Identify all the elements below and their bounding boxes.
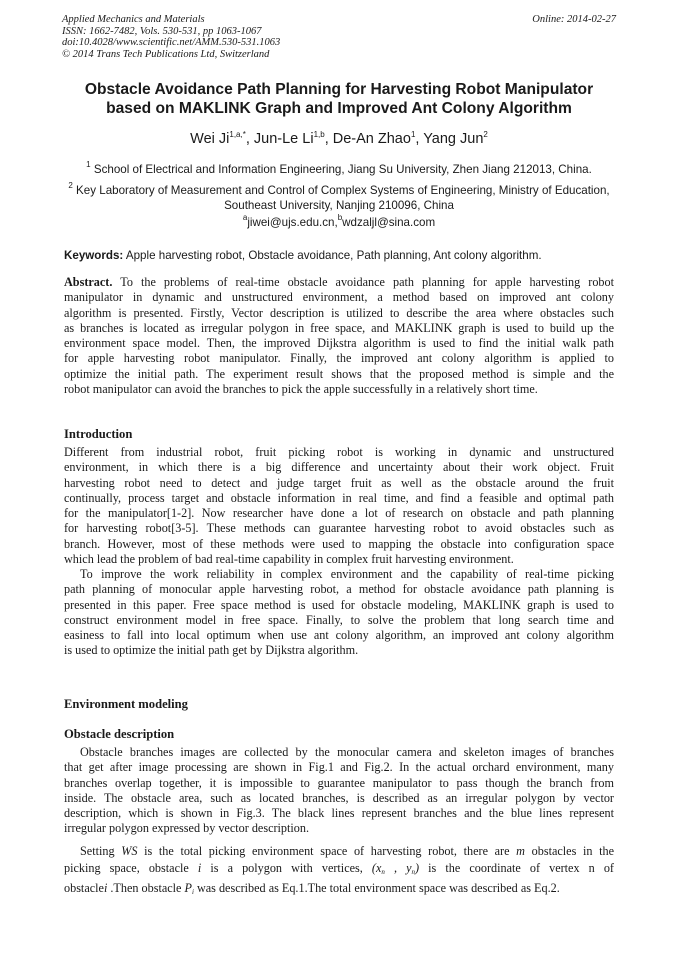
keywords-text: Apple harvesting robot, Obstacle avoidance, Path planning, Ant colony algorithm.	[125, 249, 542, 262]
intro-line: easiness to fall into local optimum when use ant colony algorithm, an improved ant colony algorithm	[64, 628, 614, 643]
abstract-line: robot manipulator can avoid the branches to pick the apple successfully in a relatively short time.	[64, 382, 538, 397]
email-line	[40, 213, 638, 229]
text-span: is the coordinate of vertex n of	[419, 860, 614, 875]
title-line-2: based on MAKLINK Graph and Improved Ant Colony Algorithm	[106, 100, 572, 117]
intro-line: path planning of monocular apple harvesting robot, a method for obstacle avoidance path planning is	[64, 582, 614, 597]
affiliation-2-text: Key Laboratory of Measurement and Control of Complex Systems of Engineering, Ministry of Education, Southeast University, Nanjing 210096, China	[76, 184, 610, 212]
text-span: obstacles in the	[524, 844, 614, 858]
i-symbol: i	[197, 860, 202, 875]
intro-line: is used to optimize the initial path get by Dijkstra algorithm.	[64, 643, 359, 658]
coord-y: , y	[384, 860, 412, 875]
abstract-line: as branches is located as irregular polygon in free space, and MAKLINK graph is used to build up the	[64, 320, 614, 335]
intro-paragraph-1	[64, 445, 614, 567]
intro-line: for the manipulator[1-2]. Now researcher have done a lot of research on obstacle and path planning	[64, 506, 614, 521]
affiliation-1-sup: 1	[86, 160, 91, 169]
affiliation-2	[64, 178, 614, 213]
coord-x: (x	[371, 860, 382, 875]
m-symbol: m	[516, 844, 525, 858]
abstract-line: environment space model. Then, the improved Dijkstra algorithm is used to find the initial walk path	[64, 336, 614, 351]
abstract-line: for apple harvesting robot manipulator. Finally, the improved ant colony algorithm is applied to	[64, 351, 614, 366]
intro-line: construct environment model in free space. Finally, to solve the problem that long search time and	[64, 612, 614, 627]
author-3: De-An Zhao	[332, 131, 411, 147]
author-3-sup: 1	[410, 130, 416, 139]
vertex-coordinate	[372, 861, 419, 875]
author-list: Wei $Ji^{1,a,*}$, Jun-Le Li$^{1,b}$, De-An Zhao$^1$, Yang Jun$^2$	[190, 130, 488, 147]
keywords	[64, 249, 624, 262]
intro-line: Different from industrial robot, fruit picking robot is working in dynamic and unstructured	[64, 445, 614, 459]
intro-line: branch. However, most of these methods were used to mapping the obstacle into configuration space	[64, 536, 614, 551]
coord-close: )	[415, 860, 420, 875]
intro-line: which lead the problem of bad real-time capability in complex fruit harvesting environment.	[64, 552, 514, 567]
obstacle-p2-line-1	[64, 843, 614, 860]
affiliation-1	[64, 157, 614, 177]
journal-name: Applied Mechanics and Materials	[62, 14, 205, 25]
abstract-line: manipulator in dynamic and unstructured environment, a method based on improved ant colony	[64, 290, 614, 305]
intro-line: To improve the work reliability in complex environment and the capability of real-time picking	[80, 567, 614, 581]
introduction-heading: Introduction	[64, 427, 133, 441]
obstacle-paragraph-1	[64, 745, 614, 837]
obstacle-line: Obstacle branches images are collected by the monocular camera and skeleton images of branches	[80, 745, 614, 759]
abstract-line	[64, 275, 614, 290]
intro-paragraph-2	[64, 567, 614, 659]
abstract-line: optimize the initial path. The experiment result shows that the proposed method is simple and the	[64, 366, 614, 381]
intro-line: for harvesting robot[3-5]. These methods can guarantee harvesting robot to avoid obstacles such as	[64, 521, 614, 536]
author-1-sup: 1,a,*	[229, 130, 246, 139]
author-1: Wei Ji	[190, 131, 230, 147]
email-a-sup: a	[242, 213, 248, 222]
i-symbol: i	[103, 881, 108, 895]
ws-symbol: WS	[121, 844, 138, 858]
obstacle-line: branches overlap together, it is impossible to guarantee manipulator to pass though the branch from	[64, 775, 614, 790]
text-span: was described as Eq.1.The total environment space was described as Eq.2.	[193, 881, 560, 895]
copyright-line: © 2014 Trans Tech Publications Ltd, Switzerland	[62, 48, 270, 60]
author-4-sup: 2	[483, 130, 488, 139]
text-span: .Then obstacle	[107, 881, 185, 895]
intro-line: environment, in which there is a big difference and uncertainty about their work object. Fruit	[64, 460, 614, 475]
author-2: Jun-Le Li	[253, 131, 314, 147]
doi-line: doi:10.4028/www.scientific.net/AMM.530-531.1063	[62, 37, 281, 48]
affiliation-2-sup: 2	[68, 181, 73, 190]
p-letter: P	[184, 881, 192, 895]
abstract-line: algorithm is presented. Firstly, Vector description is utilized to describe the area where obstacles such	[64, 305, 614, 320]
intro-line: harvesting robot need to detect and judge target fruit as well as the obstacle around the fruit	[64, 475, 614, 490]
obstacle-description-heading: Obstacle description	[64, 727, 175, 741]
obstacle-line: inside. The obstacle area, such as located branches, is described as an irregular polygon by vector	[64, 790, 614, 805]
intro-line: presented in this paper. Free space method is used for obstacle modeling, MAKLINK graph is used to	[64, 597, 614, 612]
affiliation-1-text: School of Electrical and Information Engineering, Jiang Su University, Zhen Jiang 212013, China.	[93, 163, 592, 176]
author-2-sup: 1,b	[313, 130, 325, 139]
text-span: Setting	[80, 844, 122, 858]
online-date: Online: 2014-02-27	[532, 14, 616, 25]
coord-sub: n	[411, 867, 415, 876]
intro-line: continually, process target and obstacle information in real time, and find a feasible and optimal path	[64, 490, 614, 505]
author-4: Yang Jun	[423, 131, 484, 147]
obstacle-paragraph-2	[64, 843, 614, 901]
keywords-label: Keywords:	[64, 249, 124, 262]
text-span: is a polygon with vertices,	[201, 860, 372, 875]
email-b[interactable]: wdzaljl@sina.com	[342, 216, 436, 229]
text-span: picking space, obstacle	[64, 860, 198, 875]
obstacle-line: that get after image processing are shown in Fig.1 and Fig.2. In the actual orchard environment, many	[64, 760, 614, 775]
paper-title	[40, 80, 638, 118]
text-span: obstacle	[64, 881, 104, 895]
email-b-sup: b	[337, 213, 343, 222]
text-span: is the total picking environment space of harvesting robot, there are	[137, 844, 517, 858]
obstacle-line: irregular polygon expressed by vector description.	[64, 821, 310, 836]
abstract-label: Abstract.	[64, 275, 113, 289]
abstract-text: To the problems of real-time obstacle avoidance path planning for apple harvesting robot	[112, 275, 614, 289]
obstacle-p2-line-3	[64, 880, 614, 901]
issn-line: ISSN: 1662-7482, Vols. 530-531, pp 1063-1067	[62, 25, 262, 37]
obstacle-p2-line-2	[64, 860, 614, 881]
journal-header	[62, 14, 280, 60]
environment-modeling-heading: Environment modeling	[64, 697, 188, 711]
obstacle-line: description, which is shown in Fig.3. The black lines represent branches and the blue lines represent	[64, 806, 614, 821]
p-sub: i	[191, 888, 194, 896]
p-symbol	[185, 881, 194, 895]
abstract	[64, 275, 614, 397]
coord-sub: n	[381, 867, 385, 876]
email-a[interactable]: jiwei@ujs.edu.cn,	[247, 216, 338, 229]
title-line-1: Obstacle Avoidance Path Planning for Harvesting Robot Manipulator	[84, 81, 594, 98]
